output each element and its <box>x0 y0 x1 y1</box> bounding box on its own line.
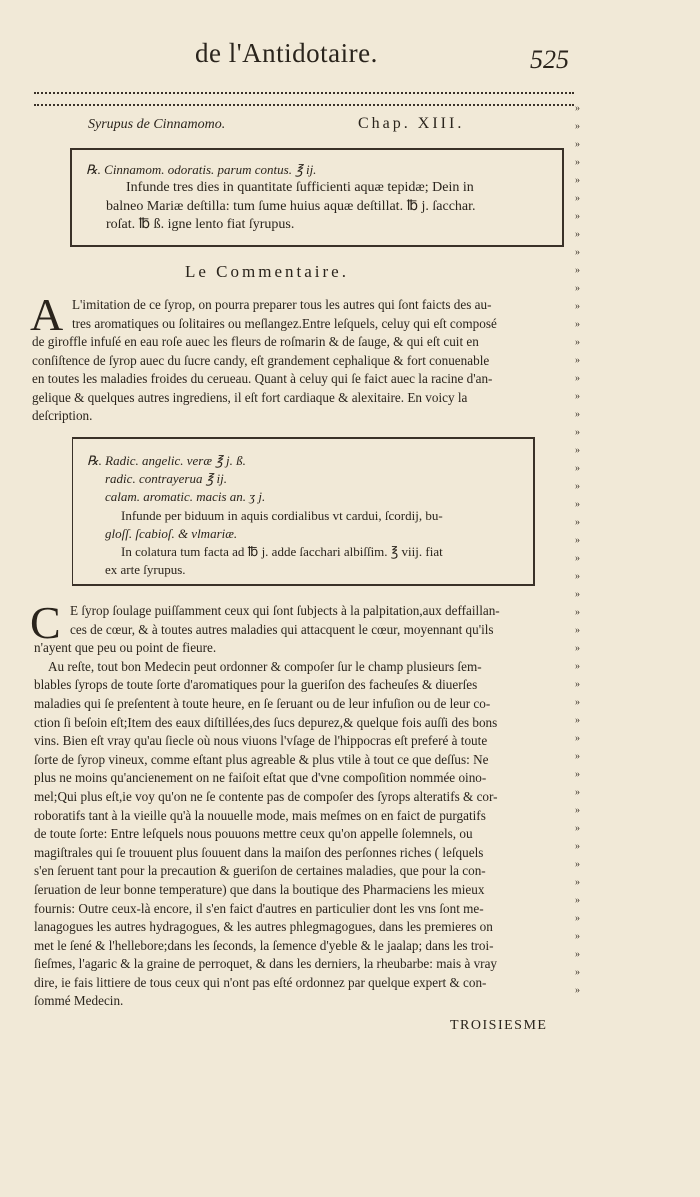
margin-quote-mark: » <box>575 247 580 258</box>
margin-quote-mark: » <box>575 913 580 924</box>
margin-quote-mark: » <box>575 841 580 852</box>
text-line: blables ſyrops de toute ſorte d'aromatiques pour la gueriſon des facheuſes & diuerſes <box>34 677 478 693</box>
margin-quote-mark: » <box>575 967 580 978</box>
margin-quote-marks <box>575 100 595 1000</box>
margin-quote-mark: » <box>575 229 580 240</box>
text-line: dire, ie fais littiere de tous ceux qui n'ont pas eſté ordonnez par quelque expert & con- <box>34 974 487 990</box>
margin-quote-mark: » <box>575 895 580 906</box>
text-line: ces de cœur, & à toutes autres maladies qui attacquent le cœur, moyennant qu'ils <box>70 621 494 637</box>
page-number: 525 <box>530 45 569 74</box>
text-line: conſiſtence de ſyrop auec du ſucre candy, eſt grandement cephalique & fort conuenable <box>32 352 490 368</box>
margin-quote-mark: » <box>575 175 580 186</box>
recipe-line: In colatura tum facta ad ℔ j. adde ſacchari albiſſim. ℥ viij. fiat <box>121 544 443 559</box>
recipe-box-1 <box>70 148 564 247</box>
text-line: mel;Qui plus eſt,ie voy qu'on ne ſe contente pas de compoſer des ſyrops alteratifs & cor- <box>34 788 498 804</box>
text-line: gelique & quelques autres ingrediens, il eſt fort cardiaque & alexitaire. En voicy la <box>32 389 468 405</box>
margin-quote-mark: » <box>575 769 580 780</box>
text-line: maladies qui ſe preſentent à toute heure, en ſe ſeruant ou de leur infuſion ou de leur co- <box>34 695 491 711</box>
text-line: ction ſi beſoin eſt;Item des eaux diſtillées,des ſucs depurez,& quelque fois auſſi des bons <box>34 714 498 730</box>
margin-quote-mark: » <box>575 607 580 618</box>
margin-quote-mark: » <box>575 337 580 348</box>
margin-quote-mark: » <box>575 427 580 438</box>
drop-cap: A <box>30 289 64 340</box>
commentary-heading: Le Commentaire. <box>185 262 349 281</box>
text-line: met le ſené & l'hellebore;dans les ſeconds, la ſemence d'yeble & le jaalap; dans les troi- <box>34 937 494 953</box>
recipe-line: Infunde per biduum in aquis cordialibus vt cardui, ſcordij, bu- <box>121 508 443 523</box>
ornamental-rule <box>34 92 574 106</box>
margin-quote-mark: » <box>575 751 580 762</box>
margin-quote-mark: » <box>575 463 580 474</box>
text-line: magiſtrales qui ſe trouuent plus ſouuent dans la maiſon des perſonnes riches ( leſquels <box>34 844 484 860</box>
margin-quote-mark: » <box>575 733 580 744</box>
margin-quote-mark: » <box>575 445 580 456</box>
recipe-line: gloſſ. ſcabioſ. & vlmariæ. <box>105 526 238 541</box>
margin-quote-mark: » <box>575 877 580 888</box>
drop-cap: C <box>30 597 61 648</box>
recipe-line: Infunde tres dies in quantitate ſufficienti aquæ tepidæ; Dein in <box>126 180 474 195</box>
margin-quote-mark: » <box>575 391 580 402</box>
margin-quote-mark: » <box>575 517 580 528</box>
recipe-line: calam. aromatic. macis an. ʒ j. <box>105 489 266 504</box>
paragraph-1 <box>32 296 572 426</box>
recipe-line: radic. contrayerua ℥ ij. <box>105 471 227 486</box>
catchword: TROISIESME <box>450 1018 548 1033</box>
margin-quote-mark: » <box>575 355 580 366</box>
chapter-label: Chap. XIII. <box>358 115 465 132</box>
margin-quote-mark: » <box>575 265 580 276</box>
margin-quote-mark: » <box>575 193 580 204</box>
margin-quote-mark: » <box>575 931 580 942</box>
margin-quote-mark: » <box>575 697 580 708</box>
text-line: L'imitation de ce ſyrop, on pourra preparer tous les autres qui ſont faicts des au- <box>72 297 492 312</box>
margin-quote-mark: » <box>575 553 580 564</box>
text-line: ſeruation de leur bonne temperature) que dans la boutique des Pharmaciens les mieux <box>34 881 485 897</box>
paragraph-2 <box>34 602 574 1011</box>
margin-quote-mark: » <box>575 157 580 168</box>
margin-quote-mark: » <box>575 535 580 546</box>
margin-quote-mark: » <box>575 787 580 798</box>
margin-quote-mark: » <box>575 679 580 690</box>
text-line: deſcription. <box>32 408 93 423</box>
text-line: de toute ſorte: Entre leſquels nous pouuons mettre ceux qu'on appelle ſolemnels, ou <box>34 826 473 842</box>
margin-quote-mark: » <box>575 805 580 816</box>
margin-quote-mark: » <box>575 481 580 492</box>
recipe-line: roſat. ℔ ß. igne lento fiat ſyrupus. <box>106 217 295 232</box>
text-line: en toutes les maladies froides du cerueau. Quant à celuy qui ſe faict auec la racine d'an- <box>32 371 493 386</box>
text-line: vins. Bien eſt vray qu'au ſiecle où nous viuons l'vſage de l'hippocras eſt preferé à toute <box>34 733 488 749</box>
margin-quote-mark: » <box>575 139 580 150</box>
margin-quote-mark: » <box>575 859 580 870</box>
running-title: de l'Antidotaire. <box>195 38 378 68</box>
text-line: plus ne moins qu'ancienement on ne faiſoit eſtat que d'vne compoſition nommée oino- <box>34 770 487 786</box>
margin-quote-mark: » <box>575 589 580 600</box>
margin-quote-mark: » <box>575 319 580 330</box>
text-line: ſommé Medecin. <box>34 993 124 1009</box>
margin-quote-mark: » <box>575 985 580 996</box>
margin-quote-mark: » <box>575 409 580 420</box>
margin-quote-mark: » <box>575 301 580 312</box>
text-line: s'en ſeruent tant pour la precaution & gueriſon de certaines maladies, que pour la con- <box>34 863 486 879</box>
text-line: tres aromatiques ou ſolitaires ou meſlangez.Entre leſquels, celuy qui eſt composé <box>72 315 497 331</box>
margin-quote-mark: » <box>575 121 580 132</box>
text-line: n'ayent que peu ou point de fieure. <box>34 640 217 656</box>
recipe-line: balneo Mariæ deſtilla: tum ſume huius aquæ deſtillat. ℔ j. ſacchar. <box>106 199 476 214</box>
margin-quote-mark: » <box>575 211 580 222</box>
text-line: E ſyrop ſoulage puiſſamment ceux qui ſont ſubjects à la palpitation,aux deffaillan- <box>70 603 500 618</box>
margin-quote-mark: » <box>575 625 580 636</box>
text-line: roboratifs tant à la vieille qu'à la nouuelle mode, mais meſmes on en faict de purgatifs <box>34 807 486 823</box>
recipe-line: ex arte ſyrupus. <box>105 562 186 577</box>
text-line: fournis: Outre ceux-là encore, il s'en faict d'autres en particulier dont les vns ſont me- <box>34 900 484 916</box>
recipe-line: ℞. Radic. angelic. veræ ℥ j. ß. <box>87 453 246 468</box>
text-line: Au reſte, tout bon Medecin peut ordonner & compoſer ſur le champ plusieurs ſem- <box>48 658 482 674</box>
margin-quote-mark: » <box>575 661 580 672</box>
text-line: de giroffle infuſé en eau roſe auec les fleurs de roſmarin & de ſauge, & qui eſt cuit en <box>32 334 479 349</box>
text-line: ſieſmes, l'agaric & la graine de perroquet, & dans les derniers, la rheubarbe: mais à vray <box>34 956 498 972</box>
margin-quote-mark: » <box>575 283 580 294</box>
margin-quote-mark: » <box>575 373 580 384</box>
chapter-latin-title: Syrupus de Cinnamomo. <box>88 117 226 132</box>
recipe-box-2 <box>72 437 535 586</box>
margin-quote-mark: » <box>575 643 580 654</box>
margin-quote-mark: » <box>575 715 580 726</box>
margin-quote-mark: » <box>575 949 580 960</box>
text-line: ſorte de ſyrop vineux, comme eſtant plus agreable & plus vtile à tout ce que deſſus: Ne <box>34 751 489 767</box>
margin-quote-mark: » <box>575 499 580 510</box>
margin-quote-mark: » <box>575 571 580 582</box>
margin-quote-mark: » <box>575 823 580 834</box>
text-line: lanagogues les autres hydragogues, & les autres phlegmagogues, dans les premieres on <box>34 919 493 935</box>
margin-quote-mark: » <box>575 103 580 114</box>
recipe-line: ℞. Cinnamom. odoratis. parum contus. ℥ ij. <box>86 162 317 177</box>
